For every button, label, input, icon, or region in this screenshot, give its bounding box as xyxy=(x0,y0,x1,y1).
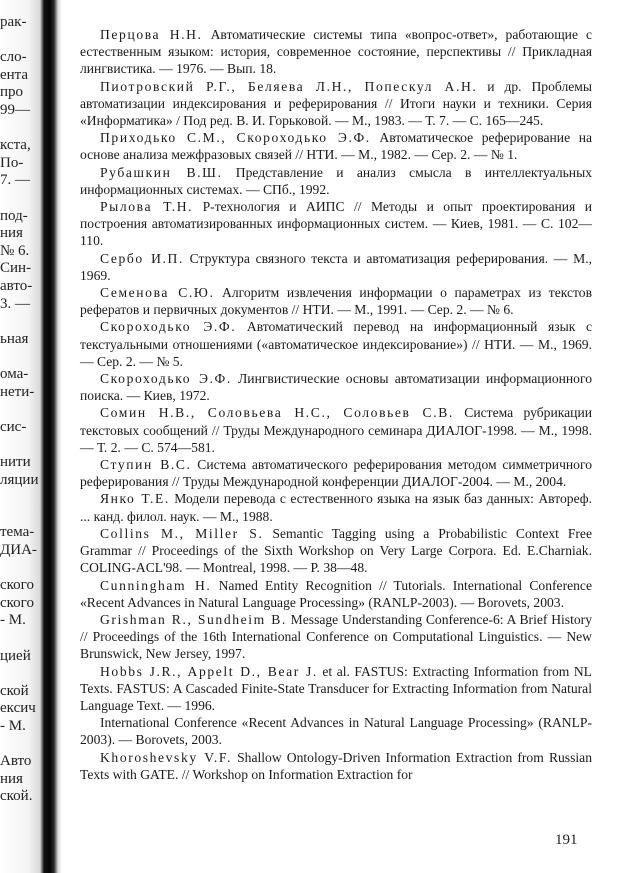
previous-page-fragment: ляции xyxy=(0,471,39,488)
previous-page-fragment: нети- xyxy=(0,383,35,400)
entry-text: Система автоматического реферирования методом симметричного реферирования // Труды Международной конференции ДИАЛОГ-2004. — М., 2004. xyxy=(80,457,593,490)
previous-page-fragment: ома- xyxy=(0,366,29,382)
entry-text: Система рубрикации текстовых сообщений // Труды Международного семинара ДИАЛОГ-1998. — М., 1998. — Т. 2. — С. 574—581. xyxy=(80,405,593,455)
entry-text: и др. Проблемы автоматизации индексирования и реферирования // Итоги науки и техники. Серия «Информатика» / Под ред. В. И. Горьковой. — М., 1983. — Т. 7. — С. 165—245. xyxy=(80,78,593,129)
previous-page-fragment: ДИА- xyxy=(0,542,37,558)
previous-page-fragment: нити xyxy=(0,454,31,470)
entry-author: Янко Т.Е. xyxy=(100,491,170,507)
previous-page-fragment: цией xyxy=(0,647,31,664)
previous-page-fragment: тема- xyxy=(0,524,35,541)
entry-author: Семенова С.Ю. xyxy=(100,285,215,301)
previous-page-fragment: 7. — xyxy=(0,172,30,189)
entry-text: Named Entity Recognition // Tutorials. International Conference «Recent Advances in Natural Language Processing» (RANLP-2003). — Borovets, 2003. xyxy=(80,577,592,610)
entry-text: Shallow Ontology-Driven Information Extraction from Russian Texts with GATE. // Workshop on Information Extraction for xyxy=(80,749,592,782)
entry-author: Сомин Н.В., Соловьева Н.С., Соловьев С.В. xyxy=(100,405,454,421)
entry-author: Khoroshevsky V.F. xyxy=(100,749,232,765)
entry-author: Скороходько Э.Ф. xyxy=(100,371,232,387)
previous-page-fragment: ского xyxy=(0,577,34,594)
entry-author: Перцова Н.Н. xyxy=(100,27,203,42)
bibliography-entry xyxy=(80,26,592,78)
bibliography-entry xyxy=(80,525,592,577)
previous-page-margin xyxy=(0,0,40,873)
previous-page-fragment: рак- xyxy=(0,14,27,30)
bibliography-entry xyxy=(80,490,592,524)
previous-page-fragment: ьная xyxy=(0,330,29,347)
bibliography-entry xyxy=(80,577,592,611)
entry-author: Сербо И.П. xyxy=(100,250,184,266)
bibliography-entry xyxy=(80,370,592,404)
entry-text: Message Understanding Conference-6: A Brief History // Proceedings of the 16th International Conference on Computational Linguistics. — New Brunswick, New Jersey, 1997. xyxy=(80,611,592,662)
entry-text: Semantic Tagging using a Probabilistic Context Free Grammar // Proceedings of the Sixth Workshop on Very Large Corpora. Ed. E.Charniak. COLING-ACL'98. — Montreal, 1998. — P. 38—48. xyxy=(80,525,592,576)
previous-page-fragment: По- xyxy=(0,154,24,171)
bibliography-entry xyxy=(80,164,592,198)
entry-text: et al. FASTUS: Extracting Information from NL Texts. FASTUS: A Cascaded Finite-State Transducer for Extracting Information from Natural Language Text. — 1996. xyxy=(80,663,592,713)
entry-text: Автоматическое реферирование на основе анализа межфразовых связей // НТИ. — М., 1982. — Сер. 2. — № 1. xyxy=(80,130,593,163)
previous-page-fragment: Син- xyxy=(0,260,32,277)
previous-page-fragment: ской xyxy=(0,682,29,699)
entry-text: Алгоритм извлечения информации о параметрах из текстов рефератов и первичных документов // НТИ. — М., 1991. — Сер. 2. — № 6. xyxy=(80,285,593,318)
entry-author: Grishman R., Sundheim B. xyxy=(100,611,287,627)
previous-page-fragment: ента xyxy=(0,66,29,83)
entry-text: Автоматический перевод на информационный язык с текстуальными отношениями («автоматическое индексирование») // НТИ. — М., 1969. — Сер. 2. — № 5. xyxy=(80,319,592,369)
entry-author: Рубашкин В.Ш. xyxy=(100,164,223,180)
previous-page-fragment: ской. xyxy=(0,788,33,805)
entry-author: Рылова Т.Н. xyxy=(100,199,194,215)
entry-author: Пиотровский Р.Г., Беляева Л.Н., Попескул А.Н. xyxy=(100,78,478,94)
bibliography-entry xyxy=(80,129,592,163)
bibliography-entry xyxy=(80,663,592,715)
previous-page-fragment: Авто xyxy=(0,753,32,770)
previous-page-fragment: кста, xyxy=(0,137,31,154)
entry-text: Р-технология и АИПС // Методы и опыт проектирования и построения автоматизированных информационных систем. — Киев, 1981. — С. 102—110. xyxy=(80,199,592,249)
entry-text: Лингвистические основы автоматизации информационного поиска. — Киев, 1972. xyxy=(80,371,593,404)
previous-page-fragment: - М. xyxy=(0,718,26,734)
previous-page-fragment: ексич xyxy=(0,700,36,717)
bibliography-page xyxy=(80,26,592,783)
entry-author: Приходько С.М., Скороходько Э.Ф. xyxy=(100,130,371,146)
entry-author: Ступин В.С. xyxy=(100,457,192,473)
bibliography-entry xyxy=(80,611,592,663)
entry-text: International Conference «Recent Advances in Natural Language Processing» (RANLP-2003). — Borovets, 2003. xyxy=(80,715,592,748)
previous-page-fragment: авто- xyxy=(0,278,33,294)
entry-author: Cunningham H. xyxy=(100,577,212,593)
entry-author: Collins M., Miller S. xyxy=(100,525,264,541)
bibliography-entry xyxy=(80,318,592,370)
previous-page-fragment: про xyxy=(0,84,24,101)
previous-page-fragment: сло- xyxy=(0,49,27,66)
bibliography-entry xyxy=(80,78,592,130)
previous-page-fragment: ского xyxy=(0,594,34,611)
entry-text: Автоматические системы типа «вопрос-ответ», работающие с естественным языком: история, современное состояние, перспективы // Прикладная лингвистика. — 1976. — Вып. 18. xyxy=(80,27,592,77)
bibliography-entry xyxy=(80,250,592,284)
previous-page-fragment: № 6. xyxy=(0,242,30,259)
page-number: 191 xyxy=(555,832,578,848)
entry-text: Представление и анализ смысла в интеллектуальных информационных системах. — СПб., 1992. xyxy=(80,164,593,197)
previous-page-fragment: ния xyxy=(0,225,23,242)
bibliography-entry xyxy=(80,749,592,783)
previous-page-fragment: - М. xyxy=(0,612,26,629)
bibliography-entry xyxy=(80,404,592,456)
bibliography-entry xyxy=(80,456,592,490)
entry-author: Скороходько Э.Ф. xyxy=(100,319,237,335)
previous-page-fragment: 3. — xyxy=(0,295,30,312)
bibliography-entry xyxy=(80,198,592,250)
bibliography-entry xyxy=(80,714,592,748)
previous-page-fragment: 99— xyxy=(0,102,30,118)
bibliography-entry xyxy=(80,284,592,318)
entry-author: Hobbs J.R., Appelt D., Bear J. xyxy=(100,663,318,679)
entry-text: Структура связного текста и автоматизация реферирования. — М., 1969. xyxy=(80,250,592,283)
previous-page-fragment: сис- xyxy=(0,418,27,435)
previous-page-fragment: под- xyxy=(0,207,28,224)
entry-text: Модели перевода с естественного языка на язык баз данных: Автореф. ... канд. филол. наук. — М., 1988. xyxy=(80,491,592,524)
previous-page-fragment: ния xyxy=(0,770,23,787)
